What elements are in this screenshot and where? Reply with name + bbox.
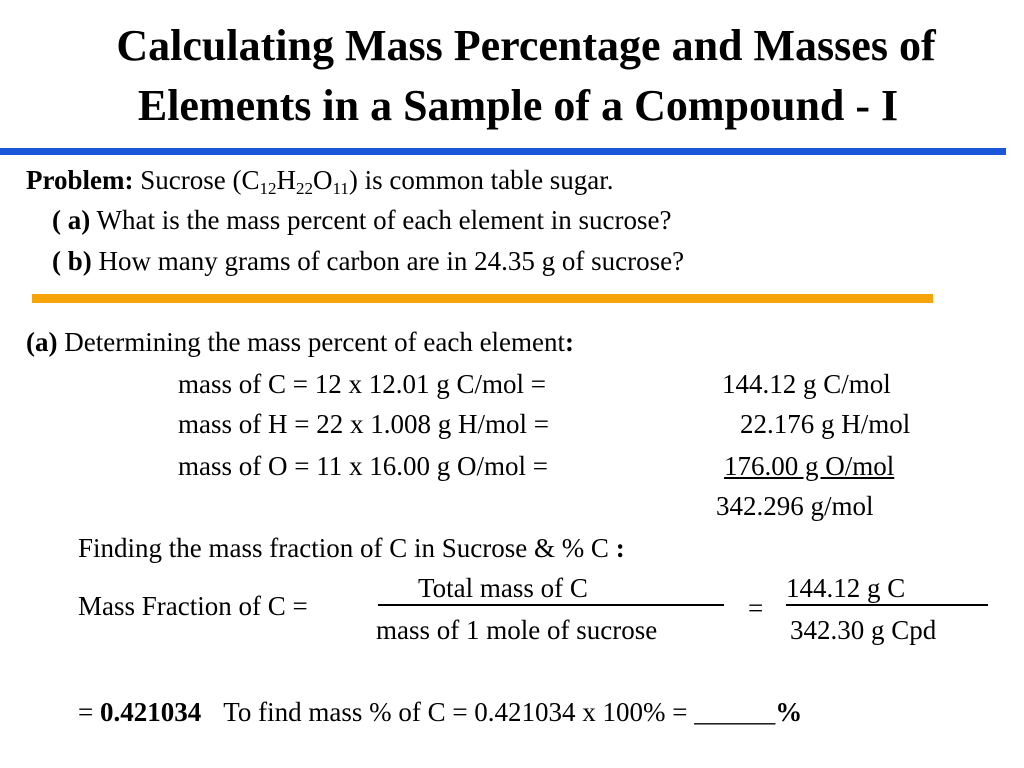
mass-fraction-label: Mass Fraction of C =	[78, 591, 308, 621]
mass-row-hydrogen-expression: mass of H = 22 x 1.008 g H/mol =	[178, 409, 549, 439]
hydrogen-subscript: 22	[295, 179, 313, 198]
slide-title-line-2: Elements in a Sample of a Compound - I	[137, 81, 899, 130]
oxygen-subscript: 11	[332, 179, 349, 198]
fraction-heading-text: Finding the mass fraction of C in Sucrose & % C	[78, 533, 616, 563]
mass-row-oxygen-expression: mass of O = 11 x 16.00 g O/mol =	[178, 451, 548, 481]
fraction-numerator: Total mass of C	[418, 573, 588, 603]
question-a	[52, 204, 672, 236]
part-a-heading-colon: :	[565, 327, 575, 357]
fraction-equals: =	[748, 593, 764, 623]
part-a-heading-text: Determining the mass percent of each element	[57, 327, 566, 357]
problem-intro-before: Sucrose (C	[140, 165, 260, 195]
fraction-denominator: mass of 1 mole of sucrose	[376, 615, 658, 645]
part-a-label: (a)	[26, 327, 58, 357]
percent-calculation: To find mass % of C = 0.421034 x 100% = ______	[223, 697, 776, 727]
question-b-label: ( b)	[52, 246, 92, 276]
question-b-text: How many grams of carbon are in 24.35 g of sucrose?	[91, 246, 685, 276]
fraction-numerator-value: 144.12 g C	[786, 573, 906, 603]
result-line	[78, 696, 802, 728]
problem-label: Problem:	[26, 165, 134, 195]
section-divider	[32, 294, 933, 303]
mass-row-oxygen-value: 176.00 g O/mol	[724, 451, 895, 481]
fraction-bar	[378, 604, 724, 606]
molar-mass-total: 342.296 g/mol	[716, 491, 874, 521]
problem-statement	[26, 164, 614, 196]
question-b	[52, 245, 684, 277]
part-a-heading	[26, 326, 574, 358]
question-a-text: What is the mass percent of each element in sucrose?	[90, 205, 672, 235]
result-value: 0.421034	[99, 697, 202, 727]
title-divider	[0, 148, 1006, 155]
problem-intro-after: ) is common table sugar.	[348, 165, 614, 195]
fraction-denominator-value: 342.30 g Cpd	[790, 615, 937, 645]
mass-row-carbon-expression: mass of C = 12 x 12.01 g C/mol =	[178, 369, 546, 399]
result-equals: =	[78, 697, 100, 727]
mass-row-hydrogen-value: 22.176 g H/mol	[740, 409, 911, 439]
fraction-bar-value	[786, 604, 988, 606]
fraction-heading	[78, 532, 625, 564]
oxygen-symbol: O	[312, 165, 333, 195]
fraction-heading-colon: :	[615, 533, 625, 563]
slide-title-line-1: Calculating Mass Percentage and Masses of	[116, 21, 936, 70]
carbon-subscript: 12	[259, 179, 277, 198]
hydrogen-symbol: H	[276, 165, 296, 195]
question-a-label: ( a)	[52, 205, 91, 235]
percent-sign: %	[775, 697, 803, 727]
mass-row-carbon-value: 144.12 g C/mol	[722, 369, 891, 399]
